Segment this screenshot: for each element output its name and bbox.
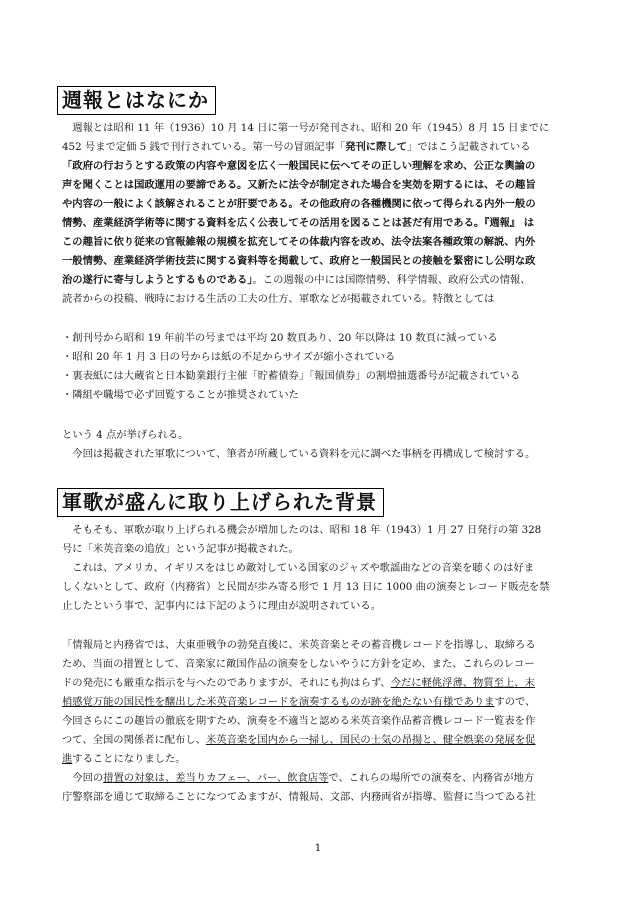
underlined-text: 梢感覚万能の国民性を醸出した米英音楽レコードを演奏するものが跡を絶たない有様でありま bbox=[62, 696, 495, 708]
quote-line: 一般情勢、産業経済学術技芸に関する資料等を掲載して、政府と一般国民との接触を緊密にし公明な政 bbox=[62, 255, 536, 267]
quote-text: すので、 bbox=[494, 696, 536, 708]
quote-line: この趣旨に依り従来の官報雑報の規模を拡充してその体裁内容を改め、法令法案各種政策の解説、内外 bbox=[62, 236, 536, 248]
quote-text: つて、全国の関係者に配布し、 bbox=[62, 734, 206, 746]
bullet-item: ・隣組や職場で必ず回覧することが推奨されていた bbox=[62, 389, 299, 401]
quote-text: で、これらの場所での演奏を、内務省が地方 bbox=[328, 772, 535, 784]
quote-end: 治の遂行に寄与しようとするものである」 bbox=[62, 274, 253, 286]
bullet-item: ・創刊号から昭和 19 年前半の号までは平均 20 数頁あり、20 年以降は 10 数頁に減っている bbox=[62, 332, 498, 344]
quote-text: 今回の bbox=[62, 772, 104, 784]
body-line: 号に「米英音楽の追放」という記事が掲載された。 bbox=[62, 543, 299, 555]
quote-line bbox=[62, 752, 577, 766]
body-line: そもそも、軍歌が取り上げられる機会が増加したのは、昭和 18 年（1943）1 月 27 日発行の第 328 bbox=[62, 524, 542, 536]
body-line: これは、アメリカ、イギリスをはじめ敵対している国家のジャズや歌謡曲などの音楽を聴くのは好ま bbox=[62, 562, 535, 574]
quote-line: ため、当面の措置として、音楽家に敵国作品の演奏をしないやうに方針を定め、また、これらのレコー bbox=[62, 658, 535, 670]
quote-line: 情勢、産業経済学術等に関する資料を広く公表してその活用を図ることは甚だ有用である。『週報』 は bbox=[62, 217, 535, 229]
body-line: 止したという事で、記事内には下記のように理由が説明されている。 bbox=[62, 600, 381, 612]
quote-line: や内容の一般によく該解されることが肝要である。その他政府の各種機関に依って得られる内外一般の bbox=[62, 198, 536, 210]
quote-text: することになりました。 bbox=[72, 753, 186, 765]
section-heading-weekly-report: 週報とはなにか bbox=[57, 86, 216, 115]
section-heading-background: 軍歌が盛んに取り上げられた背景 bbox=[57, 488, 384, 517]
quote-line: 庁警察部を通じて取締ることになつてゐますが、情報局、文部、内務両省が指導、監督に当つてゐる社 bbox=[62, 791, 536, 803]
quote-line bbox=[62, 771, 577, 785]
quote-line bbox=[62, 695, 577, 709]
intro-line: 週報とは昭和 11 年（1936）10 月 14 日に第一号が発刊され、昭和 20 年（1945）8 月 15 日までに bbox=[62, 122, 550, 134]
article-title: 発刊に際して bbox=[345, 141, 407, 153]
quote-line: 今回さらにこの趣旨の徹底を期すため、演奏を不適当と認める米英音楽作品蓄音機レコード一覧表を作 bbox=[62, 715, 536, 727]
intro-text: 452 号まで定価 5 銭で刊行されている。第一号の冒頭記事「 bbox=[62, 141, 346, 153]
after-quote: 。この週報の中には国際情勢、科学情報、政府公式の情報、 bbox=[252, 274, 531, 286]
body-line: 読者からの投稿、戦時における生活の工夫の仕方、軍歌などが掲載されている。特徴としては bbox=[62, 293, 495, 305]
quote-line: 「政府の行おうとする政策の内容や意図を広く一般国民に伝へてその正しい理解を求め、公正な輿論の bbox=[62, 160, 536, 172]
bullet-item: ・昭和 20 年 1 月 3 日の号からは紙の不足からサイズが縮小されている bbox=[62, 351, 396, 363]
quote-line: 「情報局と内務省では、大東亜戦争の勃発直後に、米英音楽とその蓄音機レコードを指導し、取締ろる bbox=[62, 639, 536, 651]
body-line: しくないとして、政府（内務省）と民間が歩み寄る形で 1 月 13 日に 1000 曲の演奏とレコード販売を禁 bbox=[62, 581, 550, 593]
intro-line-with-title bbox=[62, 140, 577, 154]
underlined-text: 進 bbox=[62, 753, 73, 765]
quote-line: 声を聞くことは国政運用の要諦である。又新たに法令が制定された場合を実効を期するには、その趣旨 bbox=[62, 179, 536, 191]
closing-line: という 4 点が挙げられる。 bbox=[62, 429, 189, 441]
underlined-text: 米英音楽を国内から一掃し、国民の士気の昂揚と、健全娯楽の発展を促 bbox=[205, 734, 536, 746]
quote-line bbox=[62, 676, 577, 690]
quote-line bbox=[62, 733, 577, 747]
quote-end-line bbox=[62, 273, 577, 287]
quote-text: ドの発売にも厳重な指示を与へたのでありますが、それにも拘はらず、 bbox=[62, 677, 391, 689]
closing-line: 今回は掲載された軍歌について、筆者が所蔵している資料を元に調べた事柄を再構成して検討する。 bbox=[62, 448, 536, 460]
underlined-text: 措置の対象は、差当りカフェー、バー、飲食店等 bbox=[103, 772, 329, 784]
bullet-item: ・裏表紙には大蔵省と日本勧業銀行主催「貯蓄債券」「報国債券」の割増抽選番号が記載されている bbox=[62, 370, 521, 382]
intro-tail: 」ではこう記載されている bbox=[406, 141, 531, 153]
underlined-text: 今だに軽佻浮薄、物質至上、末 bbox=[390, 677, 535, 689]
page-number: 1 bbox=[314, 842, 322, 854]
